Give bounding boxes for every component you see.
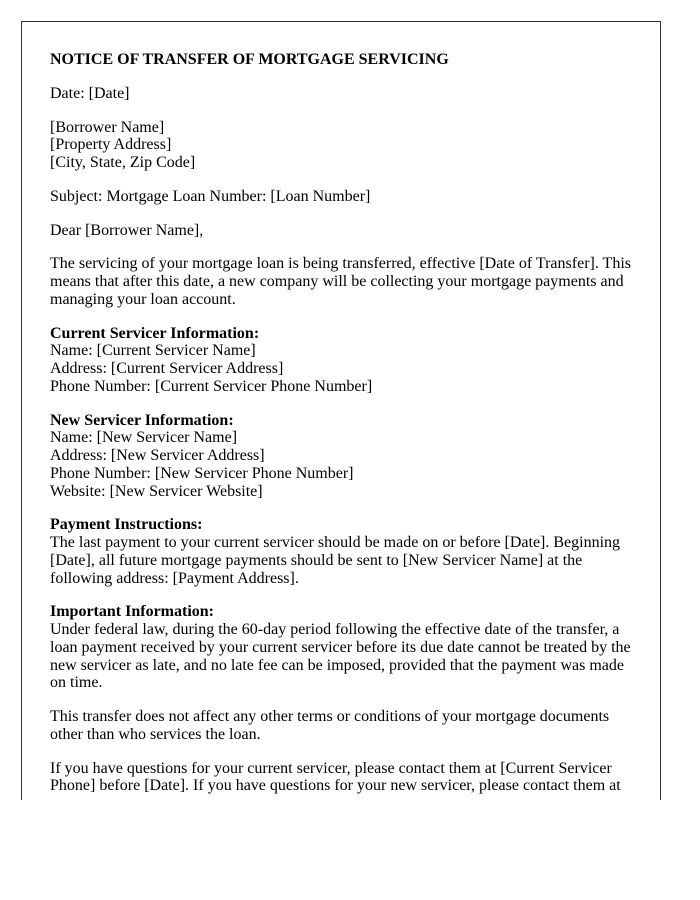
terms-paragraph: This transfer does not affect any other terms or conditions of your mortgage documents other than who services the loan.	[50, 708, 610, 743]
recipient-city-line: [City, State, Zip Code]	[50, 154, 196, 171]
important-information-heading: Important Information:	[50, 603, 214, 621]
intro-paragraph: The servicing of your mortgage loan is being transferred, effective [Date of Transfer]. This means that after this date, a new company will be collecting your mortgage payments and managing your loan account.	[50, 255, 631, 308]
subject-line: Subject: Mortgage Loan Number: [Loan Number]	[50, 187, 371, 205]
recipient-address-line: [Property Address]	[50, 136, 172, 154]
new-servicer-name-line: Name: [New Servicer Name]	[50, 429, 238, 447]
new-servicer-website-line: Website: [New Servicer Website]	[50, 482, 263, 500]
payment-instructions-heading: Payment Instructions:	[50, 516, 203, 534]
new-servicer-phone-line: Phone Number: [New Servicer Phone Number]	[50, 464, 354, 482]
current-servicer-phone-line: Phone Number: [Current Servicer Phone Number]	[50, 377, 373, 395]
payment-instructions-block	[50, 516, 632, 587]
letter-title: NOTICE OF TRANSFER OF MORTGAGE SERVICING	[50, 51, 449, 68]
salutation: Dear [Borrower Name],	[50, 221, 204, 239]
new-servicer-heading: New Servicer Information:	[50, 411, 234, 429]
important-information-body: Under federal law, during the 60-day period following the effective date of the transfer, a loan payment received by your current servicer before its due date cannot be treated by the new servicer as late, and no late fee can be imposed, provided that the payment was made on time.	[50, 621, 631, 692]
questions-paragraph: If you have questions for your current servicer, please contact them at [Current Servicer Phone] before [Date]. If you have questions for your new servicer, please contact them at	[50, 759, 621, 795]
important-information-block	[50, 603, 632, 692]
current-servicer-heading: Current Servicer Information:	[50, 324, 260, 342]
letter-frame	[21, 21, 661, 800]
new-servicer-address-line: Address: [New Servicer Address]	[50, 447, 265, 464]
current-servicer-block	[50, 325, 632, 396]
recipient-block	[50, 119, 632, 172]
recipient-name-line: [Borrower Name]	[50, 118, 165, 136]
date-line: Date: [Date]	[50, 84, 130, 102]
current-servicer-address-line: Address: [Current Servicer Address]	[50, 360, 284, 377]
new-servicer-block	[50, 412, 632, 501]
payment-instructions-body: The last payment to your current servicer should be made on or before [Date]. Beginning [Date], all future mortgage payments should be sent to [New Servicer Name] at the following address: [Payment Address].	[50, 534, 621, 587]
current-servicer-name-line: Name: [Current Servicer Name]	[50, 342, 256, 360]
